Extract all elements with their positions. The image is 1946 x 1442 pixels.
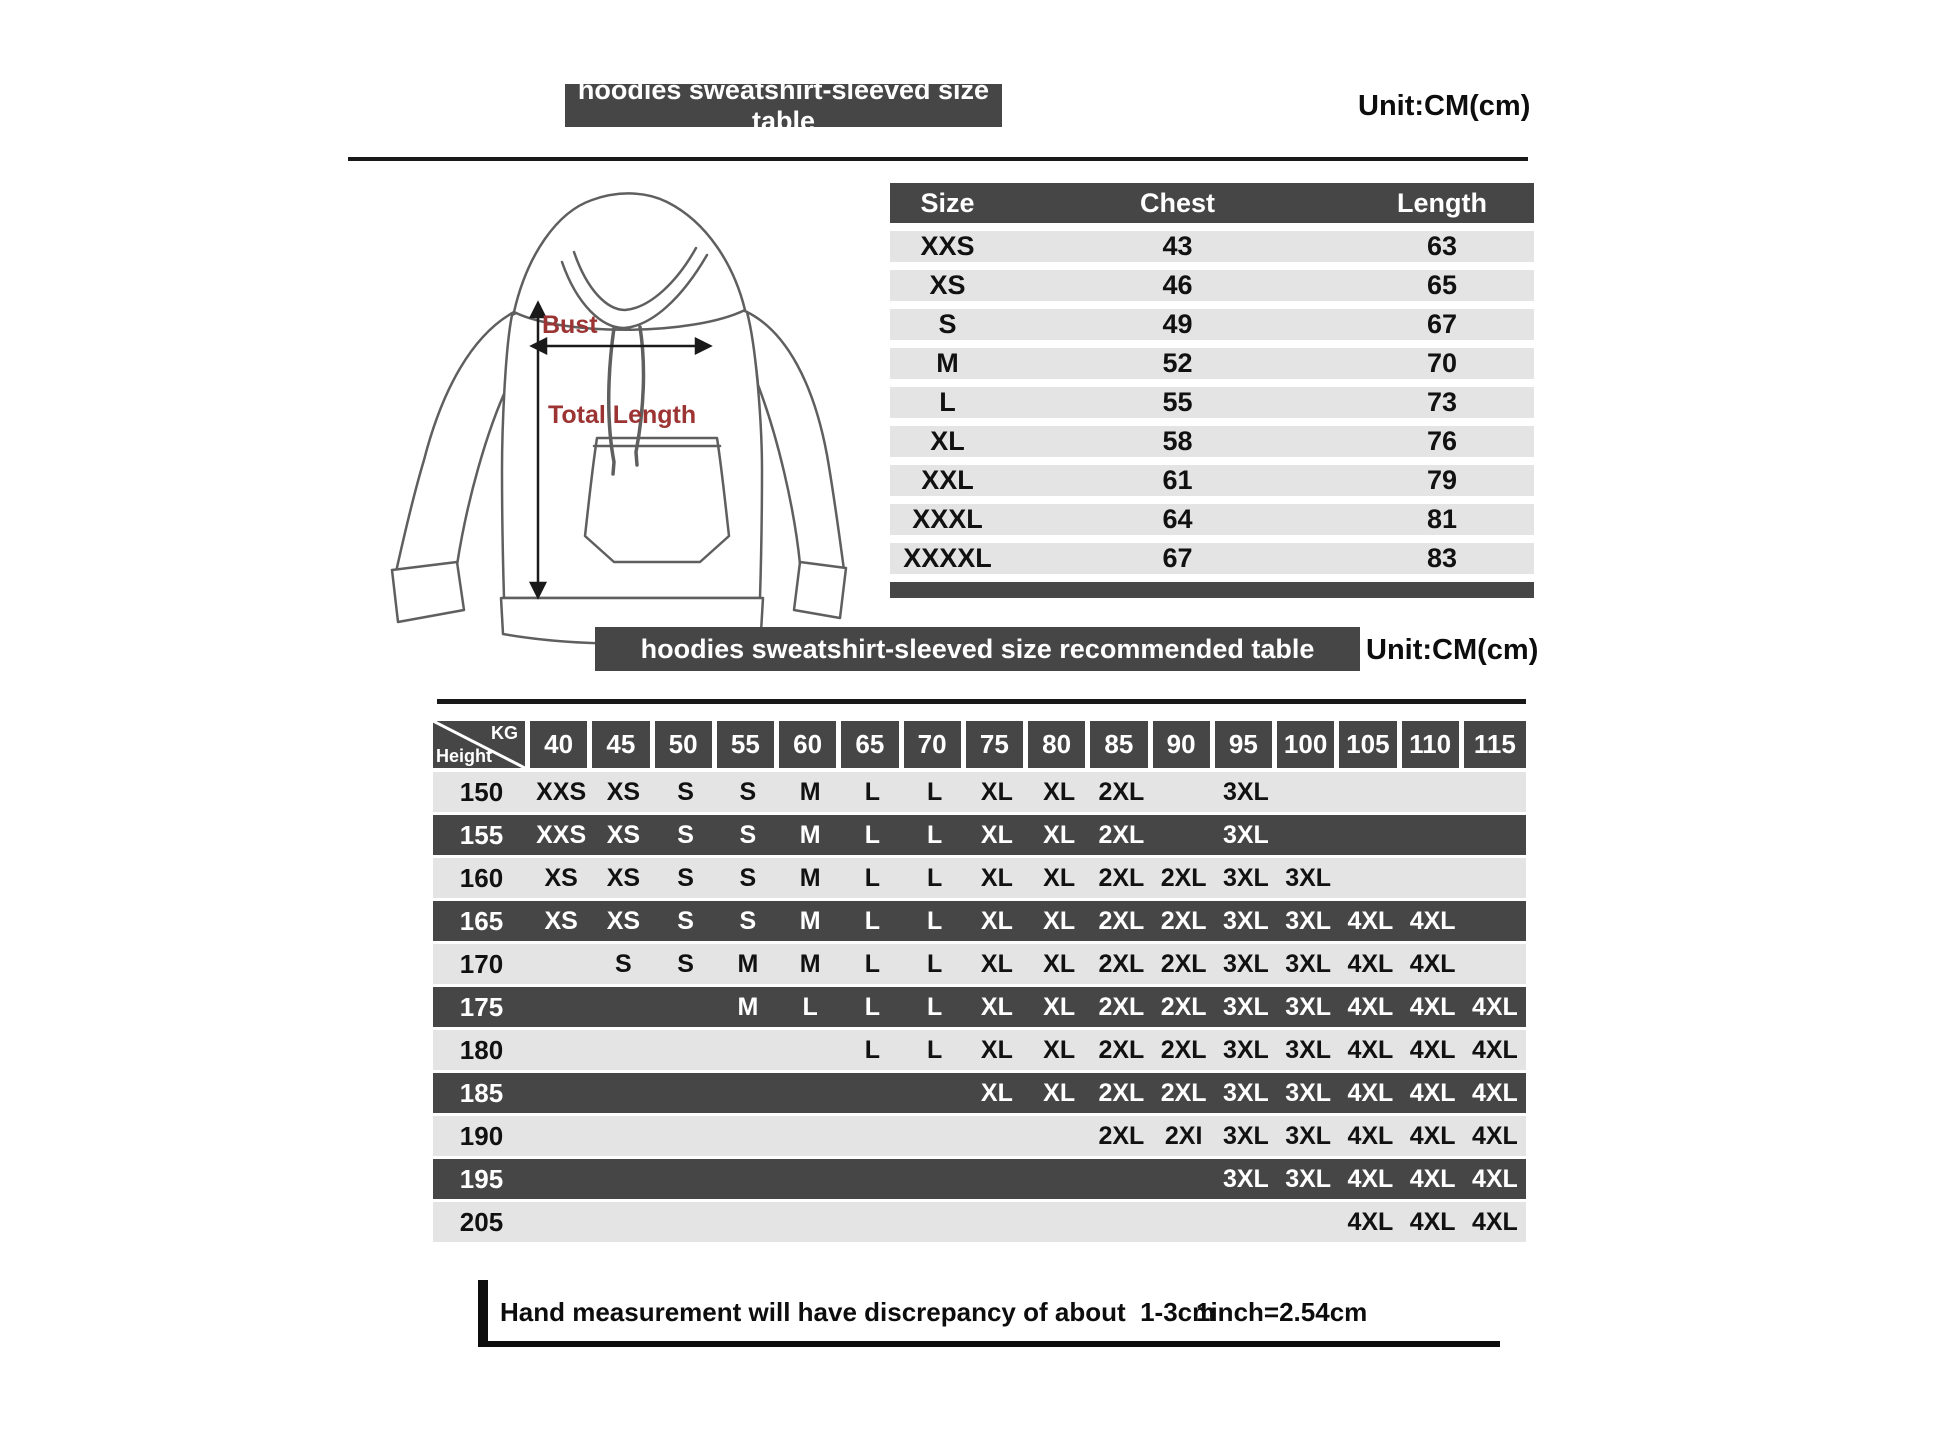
size-cell: M bbox=[737, 993, 759, 1021]
size-cell bbox=[779, 1116, 841, 1156]
size-cell bbox=[530, 1073, 592, 1113]
size-cell: 2XL bbox=[1160, 864, 1207, 892]
size-cell: 3XL bbox=[1285, 864, 1332, 892]
table-row bbox=[890, 270, 1534, 301]
size-cell bbox=[717, 1159, 779, 1199]
size-cell: 81 bbox=[1426, 504, 1458, 534]
size-cell: XS bbox=[606, 778, 641, 806]
size-cell: XS bbox=[544, 907, 578, 935]
size-cell: 46 bbox=[1162, 270, 1193, 300]
size-cell: XXS bbox=[920, 231, 975, 261]
size-cell: S bbox=[938, 309, 957, 339]
size-cell bbox=[966, 1159, 1028, 1199]
size-cell: 4XL bbox=[1409, 1079, 1456, 1107]
size-cell: S bbox=[677, 778, 694, 806]
size-cell: S bbox=[677, 907, 694, 935]
size-cell: XL bbox=[980, 950, 1013, 978]
size-cell: M bbox=[737, 950, 759, 978]
size-cell: 3XL bbox=[1285, 1122, 1332, 1150]
size-cell bbox=[1028, 1202, 1090, 1242]
size-table bbox=[890, 183, 1534, 598]
height-cell: 205 bbox=[459, 1207, 504, 1237]
size-cell: XL bbox=[1043, 1036, 1076, 1064]
size-cell bbox=[1153, 772, 1215, 812]
size-cell: 4XL bbox=[1347, 1122, 1394, 1150]
weight-header-cell: 85 bbox=[1090, 721, 1152, 768]
size-cell bbox=[655, 1030, 717, 1070]
height-cell: 170 bbox=[459, 949, 504, 979]
size-cell bbox=[966, 1202, 1028, 1242]
size-cell bbox=[655, 1116, 717, 1156]
size-cell bbox=[1464, 815, 1526, 855]
size-cell: 2XL bbox=[1160, 907, 1207, 935]
size-cell: 3XL bbox=[1222, 950, 1269, 978]
size-cell: 70 bbox=[1426, 348, 1458, 378]
table-row bbox=[433, 1159, 1526, 1199]
left-sleeve bbox=[396, 312, 514, 572]
size-table-title: hoodies sweatshirt-sleeved size table bbox=[577, 74, 1005, 136]
size-cell: XL bbox=[980, 993, 1013, 1021]
unit-label-top: Unit:CM(cm) bbox=[1358, 90, 1531, 122]
size-cell: 3XL bbox=[1285, 1165, 1332, 1193]
table-row bbox=[890, 387, 1534, 418]
height-cell: 185 bbox=[459, 1078, 504, 1108]
size-cell: 3XL bbox=[1222, 864, 1269, 892]
table-row bbox=[890, 465, 1534, 496]
size-cell: 2XL bbox=[1098, 950, 1145, 978]
weight-header-cell: 115 bbox=[1464, 721, 1526, 768]
size-cell bbox=[530, 1202, 592, 1242]
size-column-header: Size bbox=[920, 188, 975, 218]
size-cell: 3XL bbox=[1222, 1036, 1269, 1064]
size-cell: 2XI bbox=[1164, 1122, 1203, 1150]
size-cell bbox=[841, 1116, 903, 1156]
table-row bbox=[433, 1073, 1526, 1113]
size-cell bbox=[655, 1073, 717, 1113]
table-row bbox=[433, 987, 1526, 1027]
size-cell: 2XL bbox=[1160, 1079, 1207, 1107]
size-cell: 2XL bbox=[1098, 1122, 1145, 1150]
size-cell: XL bbox=[980, 1036, 1013, 1064]
size-cell: L bbox=[864, 950, 881, 978]
size-cell bbox=[1464, 901, 1526, 941]
size-cell bbox=[530, 1030, 592, 1070]
table-row bbox=[433, 944, 1526, 984]
size-cell bbox=[1090, 1202, 1152, 1242]
size-cell: 4XL bbox=[1347, 1165, 1394, 1193]
size-cell: 67 bbox=[1426, 309, 1458, 339]
size-cell: XL bbox=[1043, 993, 1076, 1021]
size-cell bbox=[1277, 815, 1339, 855]
size-cell: 4XL bbox=[1471, 1079, 1518, 1107]
size-cell bbox=[1339, 772, 1401, 812]
size-cell: L bbox=[864, 821, 881, 849]
weight-header-cell: 90 bbox=[1153, 721, 1215, 768]
height-cell: 175 bbox=[459, 992, 504, 1022]
size-cell: XL bbox=[980, 864, 1013, 892]
size-cell: 2XL bbox=[1160, 950, 1207, 978]
size-cell: 4XL bbox=[1347, 950, 1394, 978]
height-cell: 195 bbox=[459, 1164, 504, 1194]
table-row bbox=[433, 1116, 1526, 1156]
table-row bbox=[433, 901, 1526, 941]
size-cell bbox=[1153, 815, 1215, 855]
size-cell: 61 bbox=[1162, 465, 1193, 495]
size-cell: 4XL bbox=[1409, 950, 1456, 978]
table-row bbox=[890, 309, 1534, 340]
size-cell: XS bbox=[606, 821, 641, 849]
size-cell: 4XL bbox=[1409, 1165, 1456, 1193]
size-cell: M bbox=[799, 907, 821, 935]
height-cell: 190 bbox=[459, 1121, 504, 1151]
size-cell bbox=[1402, 815, 1464, 855]
size-cell: 4XL bbox=[1409, 1122, 1456, 1150]
size-cell: L bbox=[939, 387, 956, 417]
size-cell: XL bbox=[1043, 907, 1076, 935]
size-cell bbox=[592, 1073, 654, 1113]
weight-header-cell: 45 bbox=[592, 721, 654, 768]
size-cell bbox=[1277, 772, 1339, 812]
matrix-header bbox=[433, 721, 1526, 768]
weight-header-cell: 60 bbox=[779, 721, 841, 768]
size-cell: L bbox=[926, 864, 943, 892]
height-cell: 160 bbox=[459, 863, 504, 893]
size-cell: 65 bbox=[1426, 270, 1458, 300]
size-cell: 4XL bbox=[1471, 1036, 1518, 1064]
size-cell: XS bbox=[606, 864, 641, 892]
size-cell: XL bbox=[1043, 864, 1076, 892]
size-cell bbox=[1090, 1159, 1152, 1199]
size-cell: S bbox=[615, 950, 632, 978]
size-cell: 3XL bbox=[1285, 993, 1332, 1021]
size-cell: L bbox=[802, 993, 818, 1021]
size-cell: 67 bbox=[1162, 543, 1193, 573]
weight-header-cell: 100 bbox=[1277, 721, 1339, 768]
size-cell: L bbox=[864, 907, 881, 935]
matrix-rows bbox=[433, 772, 1526, 1242]
weight-header-cell: 110 bbox=[1402, 721, 1464, 768]
size-cell: 4XL bbox=[1347, 1208, 1394, 1236]
size-cell: 49 bbox=[1162, 309, 1193, 339]
size-cell bbox=[904, 1073, 966, 1113]
size-cell bbox=[779, 1030, 841, 1070]
size-cell: 83 bbox=[1426, 543, 1458, 573]
size-cell: L bbox=[926, 993, 943, 1021]
size-cell: M bbox=[799, 950, 821, 978]
size-cell: 3XL bbox=[1222, 1079, 1269, 1107]
size-cell bbox=[966, 1116, 1028, 1156]
size-cell: S bbox=[739, 864, 757, 892]
weight-header-cell: 65 bbox=[841, 721, 903, 768]
size-cell: 3XL bbox=[1222, 993, 1269, 1021]
size-cell bbox=[592, 1030, 654, 1070]
size-cell bbox=[655, 1159, 717, 1199]
size-cell bbox=[530, 1159, 592, 1199]
kangaroo-pocket bbox=[585, 438, 729, 562]
size-cell: L bbox=[864, 778, 881, 806]
size-cell: XL bbox=[1043, 821, 1076, 849]
size-cell bbox=[592, 987, 654, 1027]
size-cell: M bbox=[799, 821, 821, 849]
footnote-bracket-horizontal bbox=[478, 1341, 1500, 1347]
size-cell bbox=[1464, 944, 1526, 984]
size-cell bbox=[841, 1073, 903, 1113]
height-cell: 180 bbox=[459, 1035, 504, 1065]
weight-header-cell: 70 bbox=[904, 721, 966, 768]
height-label: Height bbox=[436, 746, 492, 766]
size-cell: 3XL bbox=[1285, 950, 1332, 978]
size-cell: 2XL bbox=[1098, 1079, 1145, 1107]
divider-rule-bottom bbox=[437, 699, 1526, 704]
size-cell: XL bbox=[1043, 1079, 1076, 1107]
size-cell: XL bbox=[980, 821, 1013, 849]
size-cell bbox=[655, 1202, 717, 1242]
size-cell bbox=[1339, 858, 1401, 898]
size-cell bbox=[779, 1159, 841, 1199]
size-cell: XS bbox=[606, 907, 641, 935]
size-cell: XL bbox=[930, 426, 965, 456]
size-cell: 64 bbox=[1162, 504, 1193, 534]
size-cell: L bbox=[926, 821, 943, 849]
size-cell bbox=[530, 1116, 592, 1156]
size-cell: S bbox=[677, 864, 694, 892]
size-cell: 3XL bbox=[1285, 907, 1332, 935]
hoodie-line-drawing bbox=[362, 170, 854, 648]
recommended-table-title: hoodies sweatshirt-sleeved size recommended table bbox=[640, 633, 1315, 664]
size-cell: 2XL bbox=[1098, 821, 1145, 849]
weight-header-cell: 75 bbox=[966, 721, 1028, 768]
chest-column-header: Chest bbox=[1139, 188, 1215, 218]
size-cell: 4XL bbox=[1347, 993, 1394, 1021]
height-cell: 150 bbox=[459, 777, 504, 807]
size-cell: S bbox=[739, 907, 757, 935]
size-cell bbox=[592, 1116, 654, 1156]
size-cell: 3XL bbox=[1285, 1079, 1332, 1107]
size-cell: M bbox=[936, 348, 959, 378]
size-cell: 79 bbox=[1426, 465, 1458, 495]
table-row bbox=[890, 231, 1534, 262]
size-cell: XL bbox=[980, 1079, 1013, 1107]
size-cell: 2XL bbox=[1098, 864, 1145, 892]
table-row bbox=[890, 426, 1534, 457]
size-cell: S bbox=[739, 821, 757, 849]
size-cell: XL bbox=[980, 778, 1013, 806]
size-table-rows bbox=[890, 231, 1534, 574]
weight-header-cell: 55 bbox=[717, 721, 779, 768]
size-cell: 2XL bbox=[1160, 1036, 1207, 1064]
size-cell: 52 bbox=[1162, 348, 1193, 378]
size-cell: 73 bbox=[1426, 387, 1458, 417]
size-cell bbox=[530, 987, 592, 1027]
size-cell: L bbox=[926, 950, 943, 978]
size-cell: 58 bbox=[1162, 426, 1193, 456]
total-length-label: Total Length bbox=[548, 401, 697, 429]
size-cell: XS bbox=[544, 864, 578, 892]
size-cell: S bbox=[677, 821, 694, 849]
size-cell: XXXL bbox=[912, 504, 983, 534]
size-cell: 3XL bbox=[1222, 907, 1269, 935]
size-cell: 4XL bbox=[1409, 907, 1456, 935]
size-cell: 4XL bbox=[1409, 1208, 1456, 1236]
recommended-size-matrix bbox=[433, 721, 1526, 1242]
size-cell: XXL bbox=[921, 465, 974, 495]
size-cell: L bbox=[926, 907, 943, 935]
size-cell bbox=[779, 1202, 841, 1242]
weight-header-cell: 80 bbox=[1028, 721, 1090, 768]
size-cell bbox=[1402, 858, 1464, 898]
size-cell: 3XL bbox=[1222, 1165, 1269, 1193]
size-cell: 2XL bbox=[1098, 907, 1145, 935]
size-cell bbox=[717, 1202, 779, 1242]
size-cell: 4XL bbox=[1347, 1079, 1394, 1107]
size-cell: 2XL bbox=[1160, 993, 1207, 1021]
size-cell: M bbox=[799, 864, 821, 892]
size-cell: L bbox=[926, 778, 943, 806]
size-cell: 4XL bbox=[1471, 1122, 1518, 1150]
size-table-title-bar bbox=[565, 74, 1005, 136]
size-cell: 4XL bbox=[1409, 1036, 1456, 1064]
size-cell: L bbox=[864, 1036, 881, 1064]
size-cell bbox=[1153, 1159, 1215, 1199]
size-cell: 4XL bbox=[1471, 1208, 1518, 1236]
size-cell: XL bbox=[1043, 778, 1076, 806]
weight-header-cell: 95 bbox=[1215, 721, 1277, 768]
footnote-text: Hand measurement will have discrepancy of about 1-3cm bbox=[500, 1297, 1216, 1327]
size-table-header bbox=[890, 183, 1534, 223]
size-cell bbox=[1402, 772, 1464, 812]
size-cell: 55 bbox=[1162, 387, 1193, 417]
size-cell: 2XL bbox=[1098, 993, 1145, 1021]
size-cell: M bbox=[799, 778, 821, 806]
size-cell bbox=[530, 944, 592, 984]
table-row bbox=[433, 1202, 1526, 1242]
size-cell: 3XL bbox=[1285, 1036, 1332, 1064]
size-cell bbox=[904, 1202, 966, 1242]
table-row bbox=[433, 772, 1526, 812]
size-cell: XS bbox=[929, 270, 966, 300]
unit-label-bottom: Unit:CM(cm) bbox=[1366, 634, 1539, 666]
size-cell bbox=[655, 987, 717, 1027]
size-table-footer-bar bbox=[890, 582, 1534, 598]
size-cell: 4XL bbox=[1347, 1036, 1394, 1064]
table-row bbox=[433, 1030, 1526, 1070]
kg-label: KG bbox=[491, 723, 518, 743]
length-column-header: Length bbox=[1397, 188, 1487, 218]
size-cell: 4XL bbox=[1347, 907, 1394, 935]
height-cell: 165 bbox=[459, 906, 504, 936]
size-cell bbox=[717, 1073, 779, 1113]
size-cell bbox=[841, 1202, 903, 1242]
size-cell: XXS bbox=[536, 821, 587, 849]
size-cell bbox=[779, 1073, 841, 1113]
size-cell bbox=[592, 1159, 654, 1199]
size-cell: S bbox=[739, 778, 757, 806]
size-cell bbox=[1028, 1159, 1090, 1199]
table-row bbox=[890, 543, 1534, 574]
size-cell bbox=[1215, 1202, 1277, 1242]
weight-header-cell: 50 bbox=[655, 721, 717, 768]
size-cell: L bbox=[864, 993, 881, 1021]
table-row bbox=[433, 858, 1526, 898]
weight-header-cell: 40 bbox=[530, 721, 592, 768]
size-cell: 4XL bbox=[1471, 993, 1518, 1021]
size-cell: 4XL bbox=[1471, 1165, 1518, 1193]
recommended-table-title-bar bbox=[595, 627, 1360, 671]
size-cell bbox=[717, 1030, 779, 1070]
size-cell: L bbox=[926, 1036, 943, 1064]
size-cell bbox=[1028, 1116, 1090, 1156]
size-cell bbox=[1464, 772, 1526, 812]
height-cell: 155 bbox=[459, 820, 504, 850]
size-cell: 3XL bbox=[1222, 821, 1269, 849]
size-cell bbox=[592, 1202, 654, 1242]
table-row bbox=[890, 504, 1534, 535]
size-cell bbox=[717, 1116, 779, 1156]
size-cell bbox=[1153, 1202, 1215, 1242]
footnote-bracket-vertical bbox=[478, 1280, 488, 1347]
size-cell bbox=[1464, 858, 1526, 898]
size-cell: 2XL bbox=[1098, 778, 1145, 806]
size-cell: XL bbox=[980, 907, 1013, 935]
divider-rule-top bbox=[348, 157, 1528, 161]
size-cell: S bbox=[677, 950, 694, 978]
size-cell: 3XL bbox=[1222, 1122, 1269, 1150]
size-cell: 2XL bbox=[1098, 1036, 1145, 1064]
bust-label: Bust bbox=[542, 311, 598, 339]
kg-height-corner-cell bbox=[433, 721, 530, 768]
size-cell bbox=[1277, 1202, 1339, 1242]
size-cell: XL bbox=[1043, 950, 1076, 978]
size-cell: L bbox=[864, 864, 881, 892]
table-row bbox=[433, 815, 1526, 855]
left-cuff bbox=[392, 562, 464, 622]
size-cell: 76 bbox=[1426, 426, 1458, 456]
size-cell: 43 bbox=[1162, 231, 1193, 261]
size-cell bbox=[1339, 815, 1401, 855]
right-cuff bbox=[794, 562, 846, 618]
size-cell: 4XL bbox=[1409, 993, 1456, 1021]
size-cell: XXXXL bbox=[903, 543, 992, 573]
conversion-text: 1inch=2.54cm bbox=[1196, 1297, 1368, 1327]
weight-header-cell: 105 bbox=[1339, 721, 1401, 768]
size-cell: 63 bbox=[1426, 231, 1458, 261]
size-cell bbox=[904, 1116, 966, 1156]
table-row bbox=[890, 348, 1534, 379]
size-cell bbox=[841, 1159, 903, 1199]
size-cell: 3XL bbox=[1222, 778, 1269, 806]
size-cell bbox=[904, 1159, 966, 1199]
size-cell: XXS bbox=[536, 778, 587, 806]
